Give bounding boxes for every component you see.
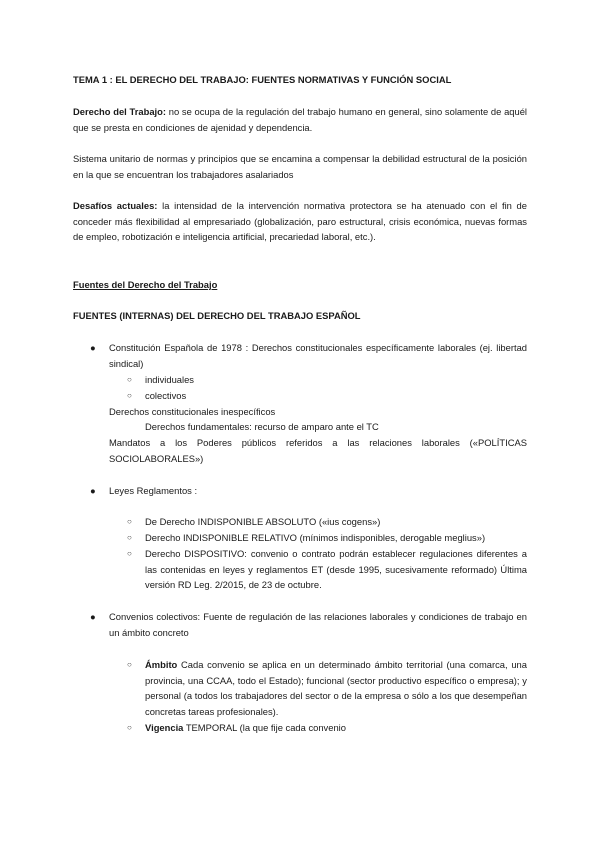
sub-bullet-icon: ○ [127,723,132,732]
leyes-sub-indisponible-relativo: Derecho INDISPONIBLE RELATIVO (mínimos indisponibles, derogable meglius») [145,532,486,543]
definition-term: Derecho del Trabajo: [73,106,166,117]
ambito-term: Ámbito [145,659,178,670]
definition-text: no se ocupa de la regulación del trabajo humano en general, sino solamente de aquél que se presta en condiciones de ajenidad y dependencia. [73,106,528,133]
bullet-icon: ● [90,485,96,496]
sub-bullet-icon: ○ [127,517,132,526]
leyes-item: Leyes Reglamentos : [109,485,198,496]
constitucion-sub-colectivos: colectivos [145,390,187,401]
fuentes-heading: Fuentes del Derecho del Trabajo [73,279,218,290]
leyes-sub-indisponible-absoluto: De Derecho INDISPONIBLE ABSOLUTO («ius cogens») [145,516,381,527]
convenios-item: Convenios colectivos: Fuente de regulación de las relaciones laborales y condiciones de trabajo en un ámbito concreto [109,611,527,638]
desafios-term: Desafíos actuales: [73,200,158,211]
derechos-inespecificos: Derechos constitucionales inespecíficos [109,406,276,417]
sub-bullet-icon: ○ [127,391,132,400]
derechos-fundamentales: Derechos fundamentales: recurso de amparo ante el TC [145,421,379,432]
mandatos-poderes: Mandatos a los Poderes públicos referidos a las relaciones laborales («POLÍTICAS SOCIOLABORALES») [109,437,527,464]
sub-bullet-icon: ○ [127,660,132,669]
sistema-paragraph: Sistema unitario de normas y principios que se encamina a compensar la debilidad estructural de la posición en la que se encuentran los trabajadores asalariados [73,153,527,180]
document-title: TEMA 1 : EL DERECHO DEL TRABAJO: FUENTES NORMATIVAS Y FUNCIÓN SOCIAL [73,74,452,85]
convenios-sub-ambito [145,657,527,719]
vigencia-term: Vigencia [145,722,184,733]
sub-bullet-icon: ○ [127,375,132,384]
vigencia-text: TEMPORAL (la que fije cada convenio [183,722,346,733]
desafios-paragraph [73,198,527,245]
fuentes-internas-heading: FUENTES (INTERNAS) DEL DERECHO DEL TRABAJO ESPAÑOL [73,310,361,321]
definition-paragraph [73,104,527,135]
constitucion-item: Constitución Española de 1978 : Derechos constitucionales específicamente laborales (ej. libertad sindical) [109,342,527,369]
bullet-icon: ● [90,342,96,353]
sub-bullet-icon: ○ [127,533,132,542]
bullet-icon: ● [90,611,96,622]
desafios-text: la intensidad de la intervención normativa protectora se ha atenuado con el fin de conceder más flexibilidad al empresariado (globalización, paro estructural, crisis económica, nuevas formas de empleo, robotización e inteligencia artificial, precariedad laboral, etc.). [73,200,527,243]
leyes-sub-dispositivo: Derecho DISPOSITIVO: convenio o contrato podrán establecer regulaciones diferentes a las contenidas en leyes y reglamentos ET (desde 1995, sucesivamente reformado) Última versión RD Leg. 2/2015, de 23 de octubre. [145,548,527,591]
constitucion-sub-individuales: individuales [145,374,194,385]
sub-bullet-icon: ○ [127,549,132,558]
convenios-sub-vigencia [145,720,527,736]
ambito-text: Cada convenio se aplica en un determinado ámbito territorial (una comarca, una provincia, una CCAA, todo el Estado); funcional (sector productivo específico o empresa); y personal (a todos los trabajadores del sector o de la empresa o sólo a los que desempeñan concretas tareas profesionales). [145,659,527,717]
